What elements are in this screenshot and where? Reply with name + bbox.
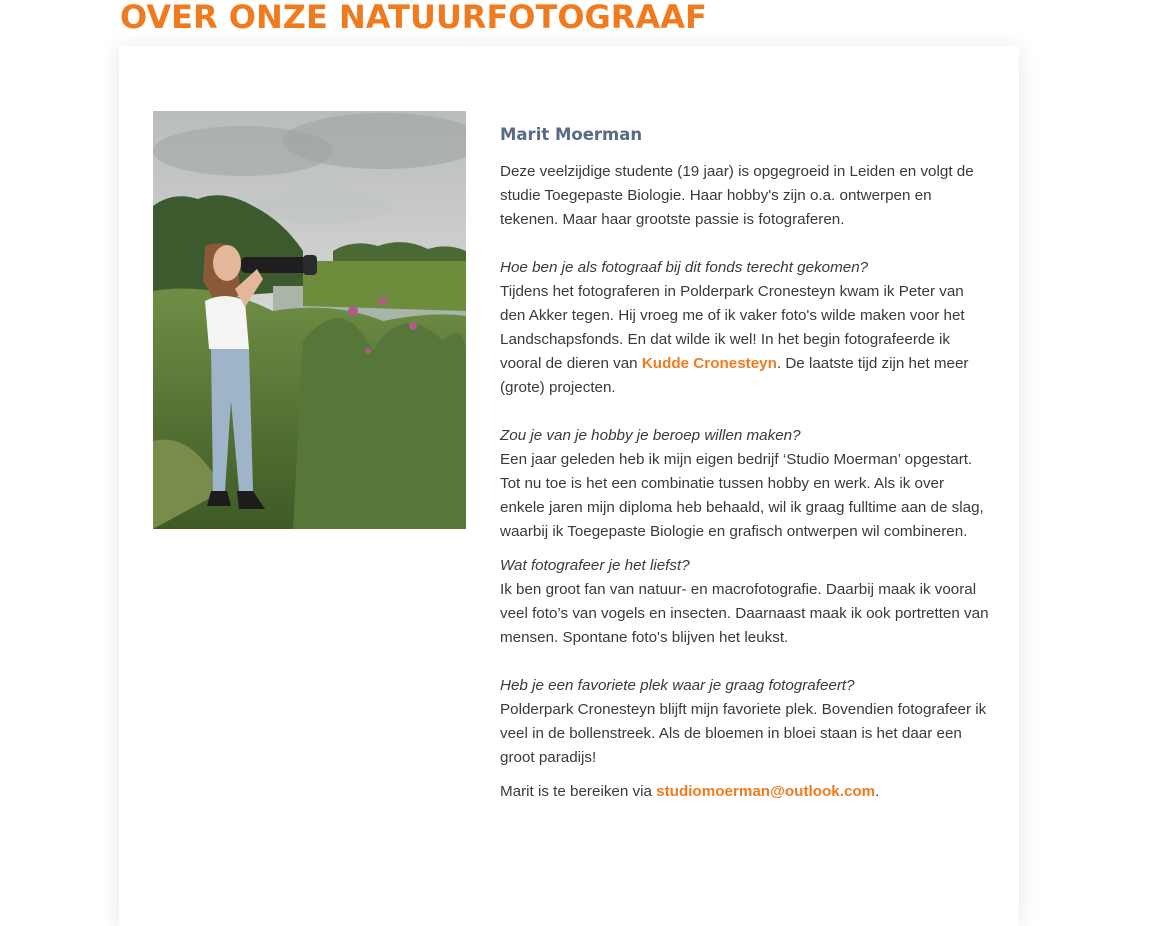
question-liefst: Wat fotografeer je het liefst? [500, 557, 690, 574]
qa-block-plek [500, 674, 990, 770]
answer-fonds-part1: Tijdens het fotograferen in Polderpark Cronesteyn kwam ik Peter van den Akker tegen. Hij vroeg me of ik vaker foto's wilde maken voor het Landschapsfonds. En dat wilde ik wel! In het begin fotografeerde ik vooral de dieren van [500, 283, 965, 372]
contact-line [500, 780, 990, 804]
question-plek: Heb je een favoriete plek waar je graag fotografeert? [500, 677, 855, 694]
qa-block-fonds [500, 256, 990, 400]
answer-beroep: Een jaar geleden heb ik mijn eigen bedrijf ‘Studio Moerman’ opgestart. Tot nu toe is het een combinatie tussen hobby en werk. Als ik over enkele jaren mijn diploma heb behaald, wil ik graag fulltime aan de slag, waarbij ik Toegepaste Biologie en grafisch ontwerpen wil combineren. [500, 451, 984, 540]
intro-paragraph: Deze veelzijdige studente (19 jaar) is opgegroeid in Leiden en volgt de studie Toegepaste Biologie. Haar hobby's zijn o.a. ontwerpen en tekenen. Maar haar grootste passie is fotograferen. [500, 163, 974, 228]
email-link[interactable]: studiomoerman@outlook.com [656, 783, 876, 800]
answer-fonds-part2: . De laatste tijd zijn het meer (grote) projecten. [500, 355, 969, 396]
question-fonds: Hoe ben je als fotograaf bij dit fonds terecht gekomen? [500, 259, 869, 276]
qa-block-beroep [500, 424, 990, 544]
kudde-cronesteyn-link[interactable]: Kudde Cronesteyn [641, 355, 777, 372]
answer-liefst: Ik ben groot fan van natuur- en macrofotografie. Daarbij maak ik vooral veel foto’s van vogels en insecten. Daarnaast maak ik ook portretten van mensen. Spontane foto's blijven het leukst. [500, 581, 989, 646]
photographer-photo [153, 111, 466, 529]
contact-text: Marit is te bereiken via [500, 783, 657, 800]
section-title: OVER ONZE NATUURFOTOGRAAF [120, 0, 707, 36]
question-beroep: Zou je van je hobby je beroep willen maken? [500, 427, 801, 444]
answer-plek: Polderpark Cronesteyn blijft mijn favoriete plek. Bovendien fotografeer ik veel in de bollenstreek. Als de bloemen in bloei staan is het daar een groot paradijs! [500, 701, 987, 766]
profile-card [119, 46, 1019, 926]
photographer-name: Marit Moerman [500, 125, 643, 144]
qa-block-liefst [500, 554, 990, 650]
contact-period: . [875, 783, 880, 800]
profile-text [500, 124, 990, 804]
